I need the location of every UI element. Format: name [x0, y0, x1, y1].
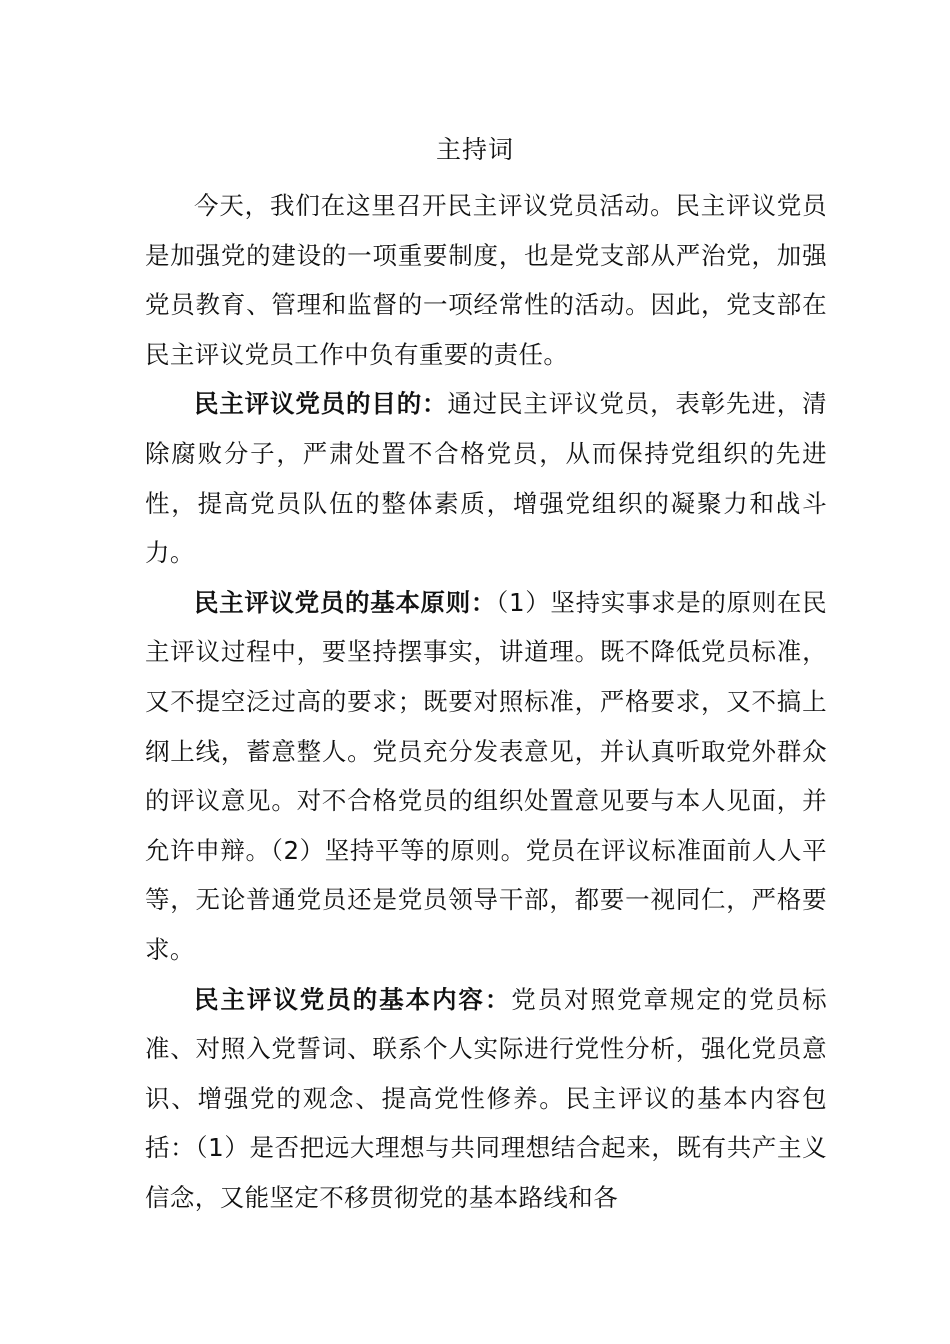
paragraph-principles [145, 578, 827, 975]
paragraph-purpose [145, 379, 827, 577]
paragraph-text: 今天，我们在这里召开民主评议党员活动。民主评议党员是加强党的建设的一项重要制度，也是党支部从严治党，加强党员教育、管理和监督的一项经常性的活动。因此，党支部在民主评议党员工作中负有重要的责任。 [145, 191, 827, 369]
paragraph-text: （1）坚持实事求是的原则在民主评议过程中，要坚持摆事实，讲道理。既不降低党员标准，又不提空泛过高的要求；既要对照标准，严格要求，又不搞上纲上线，蓄意整人。党员充分发表意见，并认真听取党外群众的评议意见。对不合格党员的组织处置意见要与本人见面，并允许申辩。（2）坚持平等的原则。党员在评议标准面前人人平等，无论普通党员还是党员领导干部，都要一视同仁，严格要求。 [145, 587, 827, 964]
document-body [145, 181, 827, 1222]
paragraph-text: 通过民主评议党员，表彰先进，清除腐败分子，严肃处置不合格党员，从而保持党组织的先进性，提高党员队伍的整体素质，增强党组织的凝聚力和战斗力。 [145, 389, 827, 568]
paragraph-lead: 民主评议党员的目的： [194, 389, 448, 419]
document-title: 主持词 [435, 135, 514, 164]
paragraph-contents [145, 975, 827, 1223]
paragraph-text: 党员对照党章规定的党员标准、对照入党誓词、联系个人实际进行党性分析，强化党员意识、增强党的观念、提高党性修养。民主评议的基本内容包括：（1）是否把远大理想与共同理想结合起来，既有共产主义信念，又能坚定不移贯彻党的基本路线和各 [145, 984, 827, 1212]
paragraph-lead: 民主评议党员的基本原则： [194, 587, 497, 617]
paragraph-opening [145, 181, 827, 379]
paragraph-lead: 民主评议党员的基本内容： [194, 984, 512, 1014]
